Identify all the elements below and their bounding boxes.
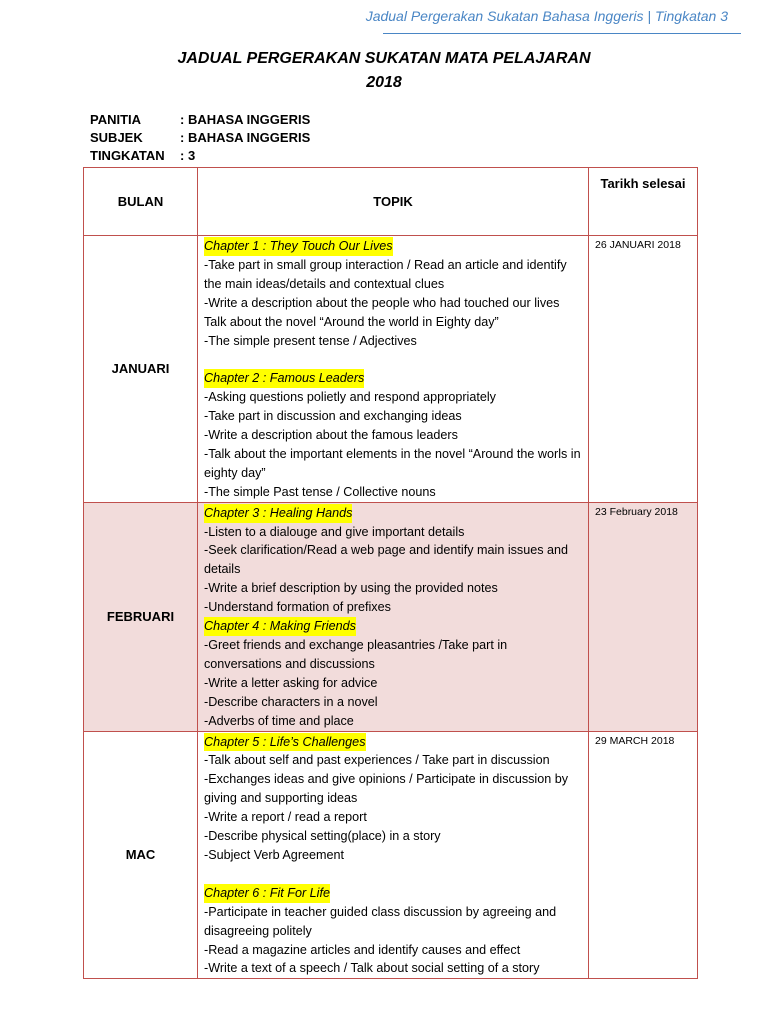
- meta-label: TINGKATAN: [90, 148, 165, 163]
- topic-line: -Subject Verb Agreement: [204, 847, 345, 862]
- meta-tingkatan: [90, 147, 310, 165]
- header-month: BULAN: [84, 168, 198, 236]
- running-header: Jadual Pergerakan Sukatan Bahasa Inggeris | Tingkatan 3: [365, 8, 728, 24]
- meta-value: : 3: [180, 148, 196, 163]
- document-year: 2018: [366, 74, 402, 91]
- meta-value: : BAHASA INGGERIS: [180, 130, 311, 145]
- topic-cell: [198, 502, 589, 731]
- topic-line: -Take part in discussion and exchanging ideas: [204, 409, 462, 424]
- chapter-title: Chapter 3 : Healing Hands: [204, 504, 352, 523]
- month-cell: FEBRUARI: [84, 502, 198, 731]
- schedule-table: [83, 167, 698, 979]
- chapter-title: Chapter 1 : They Touch Our Lives: [204, 237, 393, 256]
- topic-line: -Write a report / read a report: [204, 810, 367, 825]
- topic-line: -Understand formation of prefixes: [204, 600, 391, 615]
- chapter-title: Chapter 2 : Famous Leaders: [204, 369, 364, 388]
- chapter-title: Chapter 5 : Life’s Challenges: [204, 733, 366, 752]
- topic-line: -Write a text of a speech / Talk about social setting of a story: [204, 961, 540, 976]
- topic-line: -Write a description about the people who had touched our lives: [204, 295, 560, 310]
- topic-line: -Listen to a dialouge and give important details: [204, 524, 465, 539]
- meta-subjek: [90, 129, 310, 147]
- meta-block: [90, 111, 310, 165]
- topic-line: -Adverbs of time and place: [204, 713, 354, 728]
- document-title: JADUAL PERGERAKAN SUKATAN MATA PELAJARAN: [177, 50, 591, 67]
- topic-line: -Participate in teacher guided class discussion by agreeing and disagreeing politely: [204, 904, 557, 938]
- topic-line: -Take part in small group interaction / Read an article and identify the main ideas/details and contextual clues: [204, 257, 567, 291]
- topic-line: -Talk about the important elements in the novel “Around the worls in eighty day”: [204, 446, 581, 480]
- topic-line: -Write a description about the famous leaders: [204, 428, 458, 443]
- topic-line: -Describe physical setting(place) in a story: [204, 829, 441, 844]
- chapter-title: Chapter 4 : Making Friends: [204, 617, 356, 636]
- meta-panitia: [90, 111, 310, 129]
- topic-line: -The simple present tense / Adjectives: [204, 333, 417, 348]
- chapter-title: Chapter 6 : Fit For Life: [204, 884, 330, 903]
- topic-cell: [198, 236, 589, 503]
- month-cell: JANUARI: [84, 236, 198, 503]
- date-cell: 26 JANUARI 2018: [589, 236, 698, 503]
- topic-line: -Asking questions polietly and respond appropriately: [204, 390, 496, 405]
- date-cell: 29 MARCH 2018: [589, 731, 698, 979]
- topic-line: -Write a brief description by using the provided notes: [204, 581, 498, 596]
- topic-cell: [198, 731, 589, 979]
- topic-line: -Read a magazine articles and identify causes and effect: [204, 942, 521, 957]
- topic-line: -Greet friends and exchange pleasantries /Take part in conversations and discussions: [204, 638, 508, 671]
- topic-line: -The simple Past tense / Collective nouns: [204, 484, 436, 499]
- month-cell: MAC: [84, 731, 198, 979]
- table-row: [84, 731, 698, 979]
- table-row: [84, 236, 698, 503]
- topic-line: -Exchanges ideas and give opinions / Participate in discussion by giving and supporting ideas: [204, 772, 569, 806]
- meta-label: PANITIA: [90, 112, 142, 127]
- header-date: Tarikh selesai: [589, 168, 698, 236]
- topic-line: -Describe characters in a novel: [204, 694, 378, 709]
- table-header-row: [84, 168, 698, 236]
- topic-line: -Seek clarification/Read a web page and identify main issues and details: [204, 543, 569, 577]
- meta-label: SUBJEK: [90, 130, 143, 145]
- header-rule: [383, 33, 741, 34]
- meta-value: : BAHASA INGGERIS: [180, 112, 311, 127]
- topic-line: -Talk about self and past experiences / Take part in discussion: [204, 753, 550, 768]
- date-cell: 23 February 2018: [589, 502, 698, 731]
- header-topic: TOPIK: [198, 168, 589, 236]
- topic-line: -Write a letter asking for advice: [204, 675, 378, 690]
- table-row: [84, 502, 698, 731]
- topic-line: Talk about the novel “Around the world in Eighty day”: [204, 314, 499, 329]
